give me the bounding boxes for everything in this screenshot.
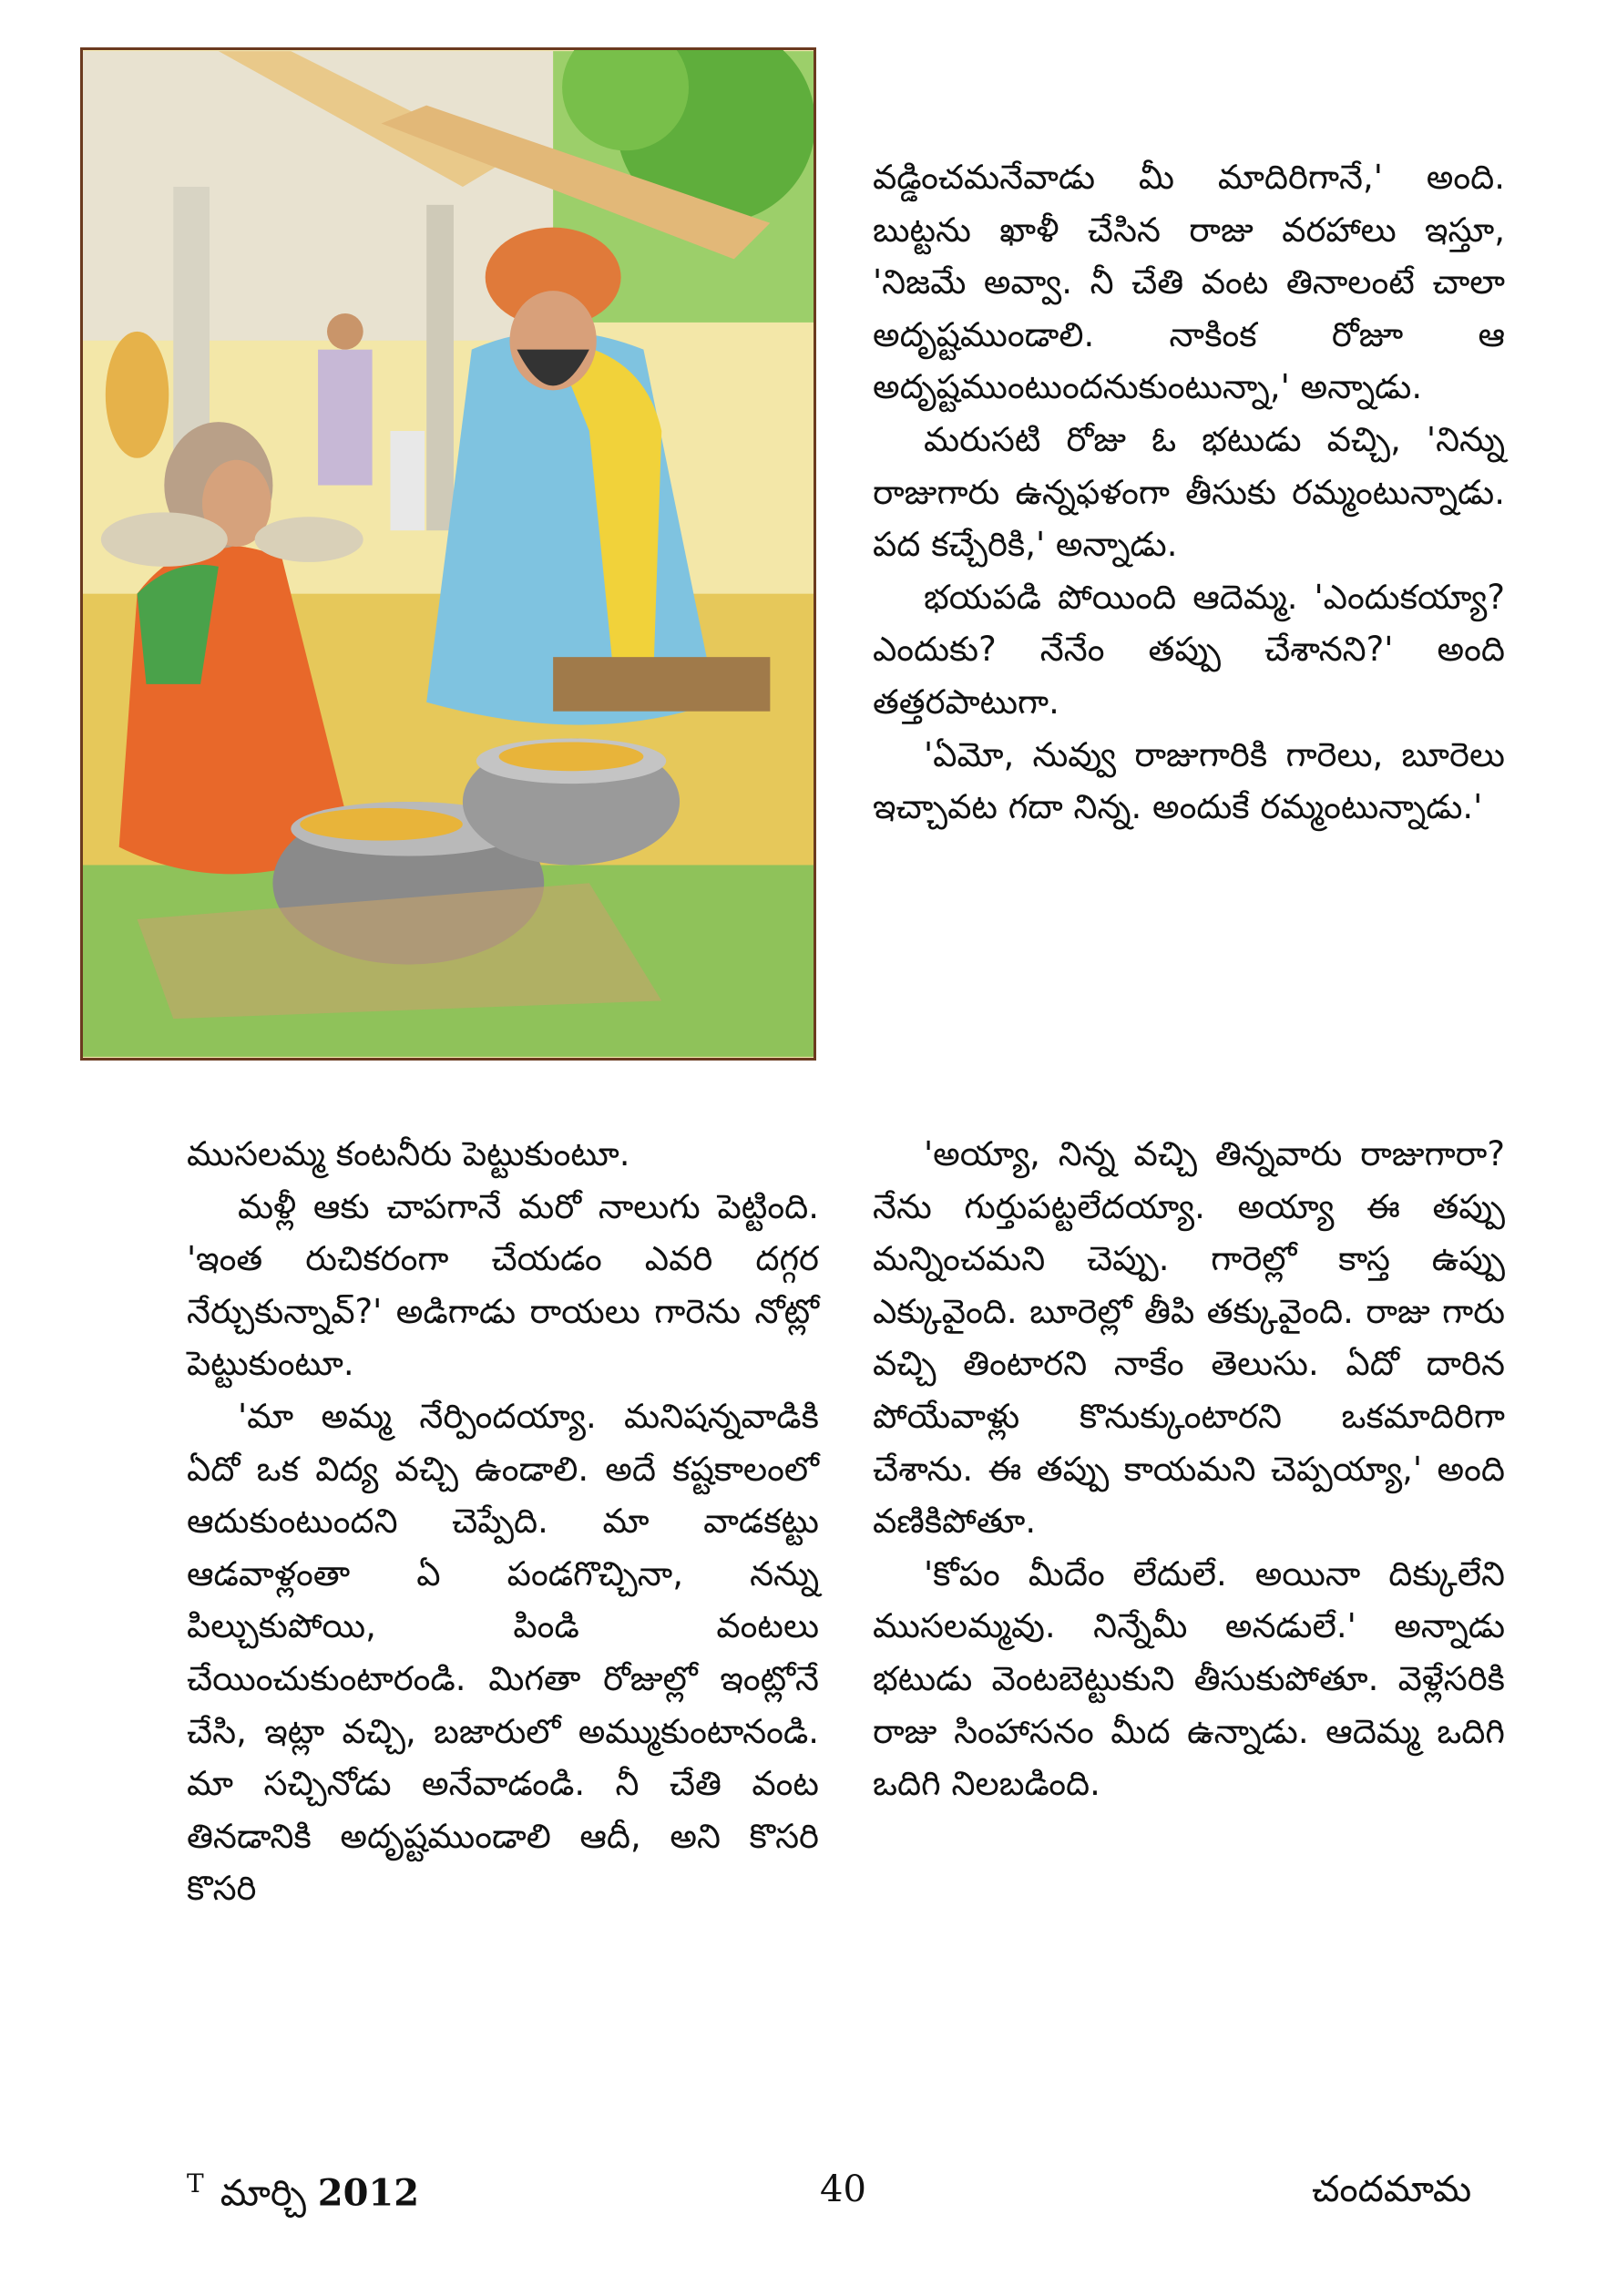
story-illustration: [80, 47, 816, 1061]
paragraph: 'ఏమో, నువ్వు రాజుగారికి గారెలు, బూరెలు ఇచ్చావట గదా నిన్న. అందుకే రమ్మంటున్నాడు.': [873, 734, 1505, 827]
paragraph: మళ్లీ ఆకు చాపగానే మరో నాలుగు పెట్టింది. 'ఇంత రుచికరంగా చేయడం ఎవరి దగ్గర నేర్చుకున్నావ్?' అడిగాడు రాయలు గారెను నోట్లో పెట్టుకుంటూ.: [187, 1186, 819, 1384]
paragraph: భయపడి పోయింది ఆదెమ్మ. 'ఎందుకయ్యా? ఎందుకు? నేనేం తప్పు చేశానని?' అంది తత్తరపాటుగా.: [873, 577, 1505, 722]
paragraph: 'అయ్యా, నిన్న వచ్చి తిన్నవారు రాజుగారా? నేను గుర్తుపట్టలేదయ్యా. అయ్యా ఈ తప్పు మన్నించమని చెప్పు. గారెల్లో కాస్త ఉప్పు ఎక్కువైంది. బూరెల్లో తీపి తక్కువైంది. రాజు గారు వచ్చి తింటారని నాకేం తెలుసు. ఏదో దారిన పోయేవాళ్లు కొనుక్కుంటారని ఒకమాదిరిగా చేశాను. ఈ తప్పు కాయమని చెప్పయ్యా,' అంది వణికిపోతూ.: [873, 1134, 1505, 1542]
footer-year: 2012: [317, 2171, 420, 2215]
paragraph: మరుసటి రోజు ఓ భటుడు వచ్చి, 'నిన్ను రాజుగారు ఉన్నఫళంగా తీసుకు రమ్మంటున్నాడు. పద కచ్చేరికి,' అన్నాడు.: [873, 419, 1505, 565]
footer-mark: T: [187, 2168, 204, 2199]
paragraph: ముసలమ్మ కంటనీరు పెట్టుకుంటూ.: [187, 1134, 630, 1174]
paragraph: 'కోపం మీదేం లేదులే. అయినా దిక్కులేని ముసలమ్మవు. నిన్నేమీ అనడులే.' అన్నాడు భటుడు వెంటబెట్టుకుని తీసుకుపోతూ. వెళ్లేసరికి రాజు సింహాసనం మీద ఉన్నాడు. ఆదెమ్మ ఒదిగి ఒదిగి నిలబడింది.: [873, 1553, 1505, 1804]
left-column-bottom: [187, 1128, 819, 1915]
footer-issue-date: [187, 2168, 419, 2223]
paragraph: వడ్డించమనేవాడు మీ మాదిరిగానే,' అంది. బుట్టను ఖాళీ చేసిన రాజు వరహాలు ఇస్తూ, 'నిజమే అవ్వా. నీ చేతి వంట తినాలంటే చాలా అదృష్టముండాలి. నాకింక రోజూ ఆ అదృష్టముంటుందనుకుంటున్నా,' అన్నాడు.: [873, 158, 1505, 407]
paragraph: 'మా అమ్మ నేర్పిందయ్యా. మనిషన్నవాడికి ఏదో ఒక విద్య వచ్చి ఉండాలి. అదే కష్టకాలంలో ఆదుకుంటుందని చెప్పేది. మా వాడకట్టు ఆడవాళ్లంతా ఏ పండగొచ్చినా, నన్ను పిల్చుకుపోయి, పిండి వంటలు చేయించుకుంటారండి. మిగతా రోజుల్లో ఇంట్లోనే చేసి, ఇట్లా వచ్చి, బజారులో అమ్ముకుంటానండి. మా సచ్చినోడు అనేవాడండి. నీ చేతి వంట తినడానికి అదృష్టముండాలి ఆదీ, అని కొసరి కొసరి: [187, 1396, 819, 1909]
market-scene-image: [83, 50, 814, 1058]
page-number: 40: [820, 2168, 866, 2210]
right-column-top: [873, 151, 1505, 834]
footer-month: మార్చి: [220, 2172, 307, 2215]
right-column-bottom: [873, 1128, 1505, 1810]
magazine-name: చందమామ: [1312, 2168, 1472, 2210]
